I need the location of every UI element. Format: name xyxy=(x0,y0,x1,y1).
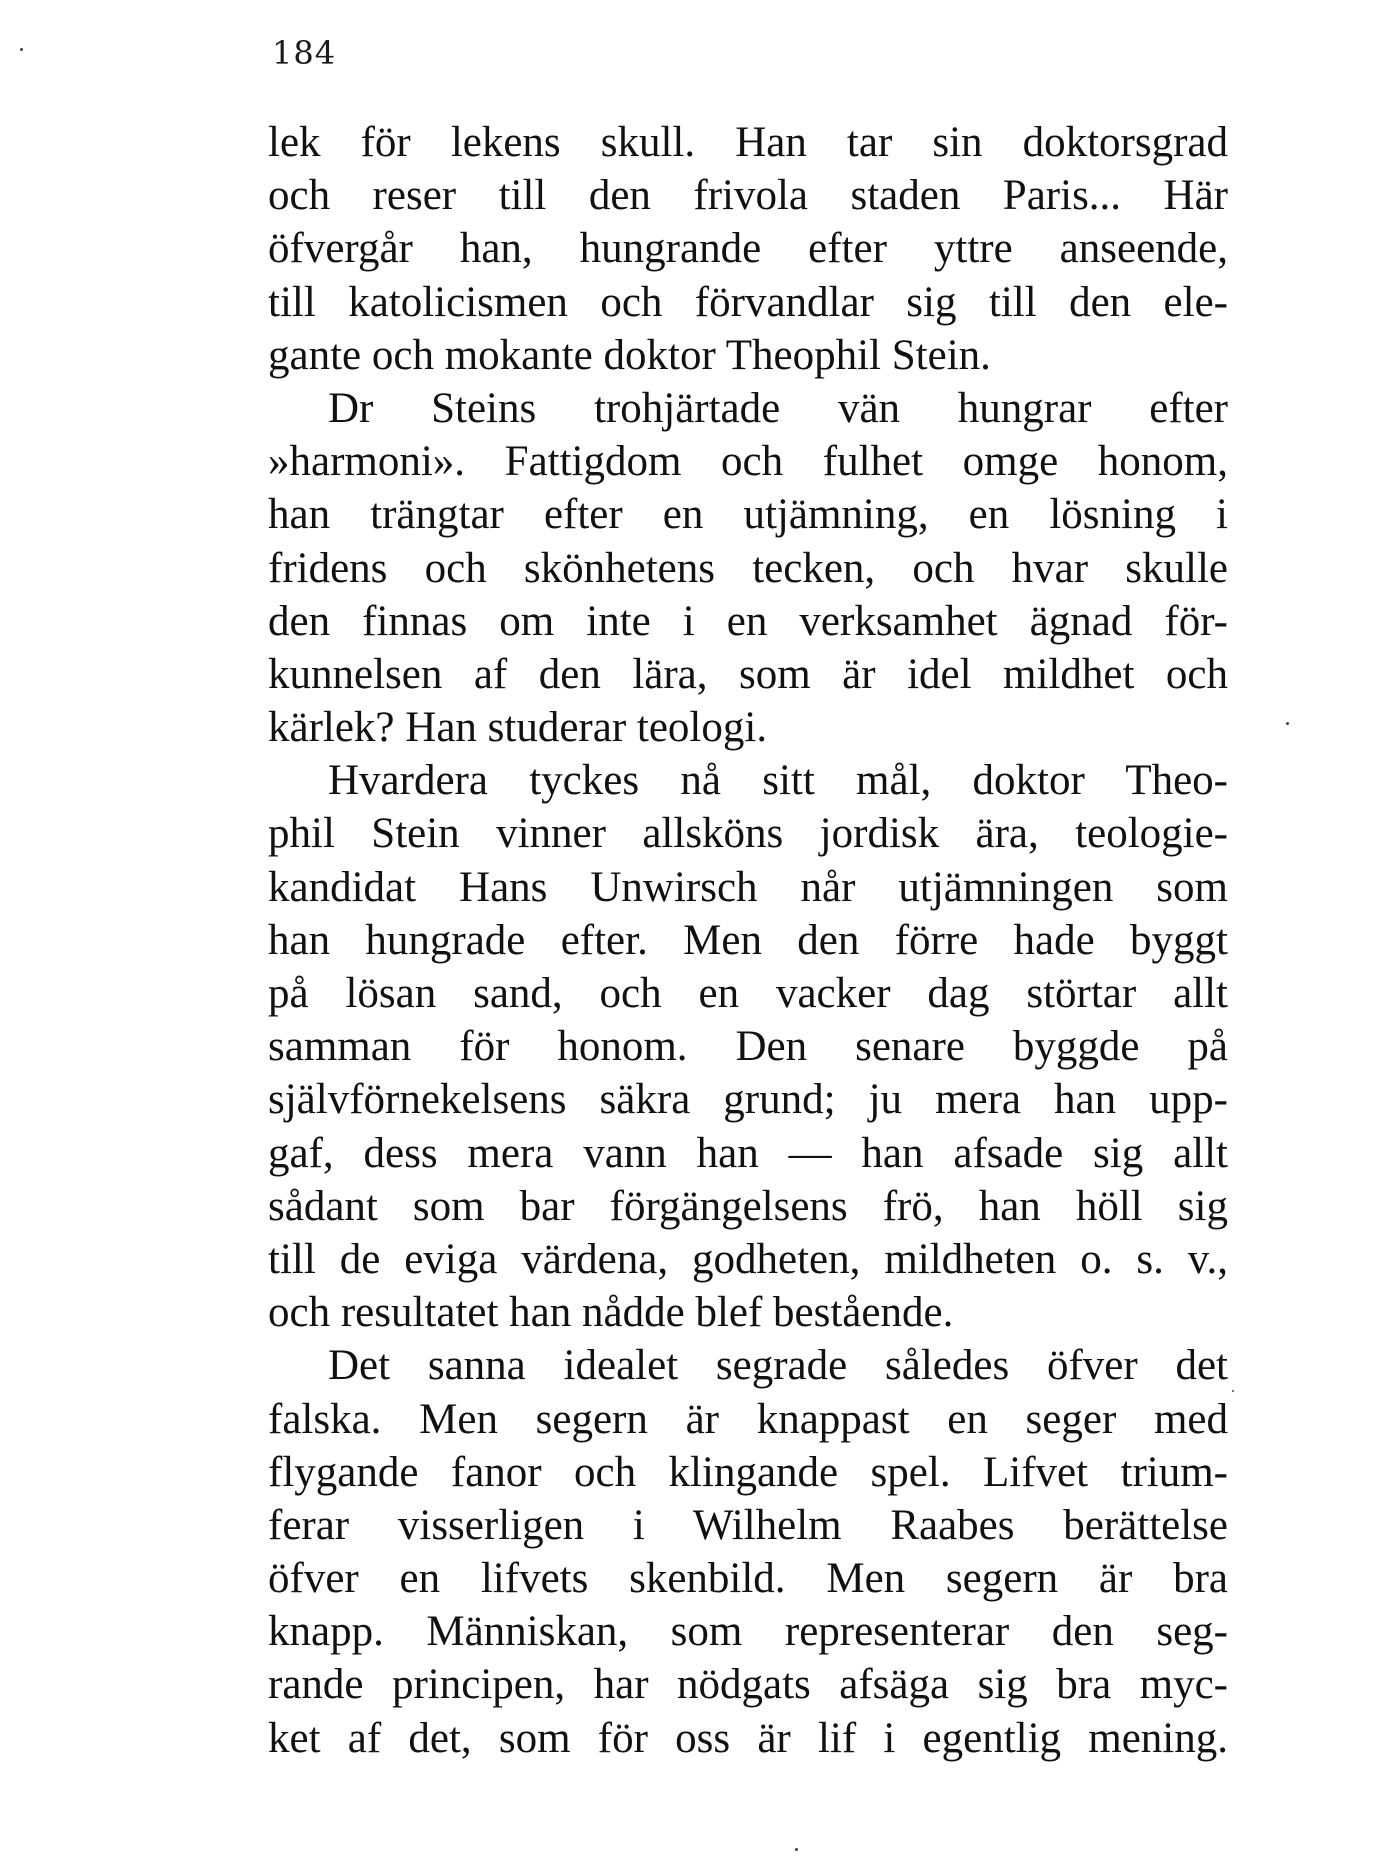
text-line: ket af det, som för oss är lif i egentlig mening. xyxy=(268,1714,1228,1762)
text-line: »harmoni». Fattigdom och fulhet omge honom, xyxy=(268,438,1228,486)
text-line: på lösan sand, och en vacker dag störtar allt xyxy=(268,970,1228,1017)
text-line: öfvergår han, hungrande efter yttre anseende, xyxy=(268,225,1228,273)
text-line: självförnekelsens säkra grund; ju mera han upp- xyxy=(268,1076,1228,1124)
text-line: Det sanna idealet segrade således öfver det xyxy=(328,1342,1228,1390)
page-number: 184 xyxy=(272,34,337,72)
text-line: rande principen, har nödgats afsäga sig bra myc- xyxy=(268,1661,1228,1709)
text-line: sådant som bar förgängelsens frö, han höll sig xyxy=(268,1182,1228,1230)
text-line: kandidat Hans Unwirsch når utjämningen som xyxy=(268,863,1228,911)
text-line: flygande fanor och klingande spel. Lifvet trium- xyxy=(268,1448,1228,1496)
scan-speck xyxy=(795,1848,798,1851)
scan-speck xyxy=(20,48,23,51)
body-text xyxy=(268,116,1228,1765)
text-line: till de eviga värdena, godheten, mildheten o. s. v., xyxy=(268,1235,1228,1283)
text-line: gaf, dess mera vann han — han afsade sig allt xyxy=(268,1129,1228,1177)
text-line: gante och mokante doktor Theophil Stein. xyxy=(268,331,991,379)
text-line: samman för honom. Den senare byggde på xyxy=(268,1023,1228,1071)
text-line: fridens och skönhetens tecken, och hvar skulle xyxy=(268,544,1228,592)
scan-speck xyxy=(1286,722,1289,725)
text-line: Dr Steins trohjärtade vän hungrar efter xyxy=(328,384,1228,432)
text-line: han hungrade efter. Men den förre hade byggt xyxy=(268,916,1228,964)
text-line: kärlek? Han studerar teologi. xyxy=(268,704,768,752)
text-line: till katolicismen och förvandlar sig till den ele- xyxy=(268,278,1228,326)
text-line: lek för lekens skull. Han tar sin doktorsgrad xyxy=(268,119,1228,166)
text-line: kunnelsen af den lära, som är idel mildhet och xyxy=(268,650,1228,698)
text-line: han trängtar efter en utjämning, en lösning i xyxy=(268,491,1228,539)
text-line: ferar visserligen i Wilhelm Raabes berättelse xyxy=(268,1501,1228,1549)
text-line: phil Stein vinner allsköns jordisk ära, teologie- xyxy=(268,810,1228,858)
text-line: och resultatet han nådde blef bestående. xyxy=(268,1289,954,1337)
text-line: öfver en lifvets skenbild. Men segern är bra xyxy=(268,1555,1228,1603)
text-line: knapp. Människan, som representerar den seg- xyxy=(268,1608,1228,1656)
text-line: Hvardera tyckes nå sitt mål, doktor Theo- xyxy=(328,757,1228,805)
text-line: falska. Men segern är knappast en seger med xyxy=(268,1395,1228,1443)
text-line: och reser till den frivola staden Paris... Här xyxy=(268,172,1228,220)
scan-speck xyxy=(1232,1390,1234,1392)
text-line: den finnas om inte i en verksamhet ägnad för- xyxy=(268,597,1228,645)
